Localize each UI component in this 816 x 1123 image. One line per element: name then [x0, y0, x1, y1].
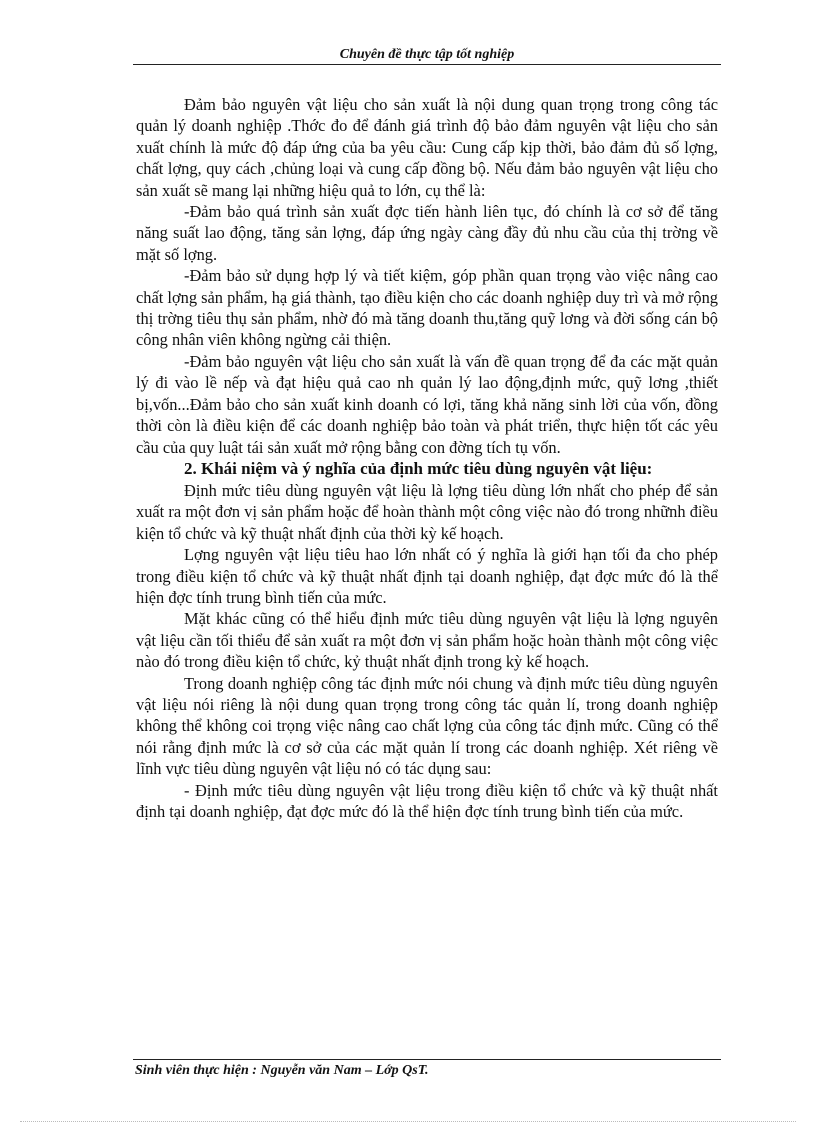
paragraph: -Đảm bảo quá trình sản xuất đợc tiến hành liên tục, đó chính là cơ sở để tăng năng suất lao động, tăng sản lợng, đáp ứng ngày càng đầy đủ nhu cầu của thị trờng về mặt số lợng.	[136, 202, 718, 264]
page-bottom-edge	[20, 1121, 796, 1122]
paragraph: Đảm bảo nguyên vật liệu cho sản xuất là nội dung quan trọng trong công tác quản lý doanh nghiệp .Thớc đo để đánh giá trình độ bảo đảm nguyên vật liệu cho sản xuất chính là mức độ đáp ứng của ba yêu cầu: Cung cấp kịp thời, bảo đảm đủ số lợng, chất lợng, quy cách ,chủng loại và cung cấp đồng bộ. Nếu đảm bảo nguyên vật liệu cho sản xuất sẽ mang lại những hiệu quả to lớn, cụ thể là:	[136, 95, 718, 200]
page-footer: Sinh viên thực hiện : Nguyễn văn Nam – Lớp QsT.	[135, 1063, 429, 1078]
paragraph: Trong doanh nghiệp công tác định mức nói chung và định mức tiêu dùng nguyên vật liệu nói riêng là nội dung quan trọng trong công tác quản lí, trong doanh nghiệp không thể không coi trọng việc nâng cao chất lợng của công tác định mức. Cũng có thể nói rằng định mức là cơ sở của các mặt quản lí trong các doanh nghiệp. Xét riêng về lĩnh vực tiêu dùng nguyên vật liệu nó có tác dụng sau:	[136, 673, 718, 779]
paragraph: Định mức tiêu dùng nguyên vật liệu là lợng tiêu dùng lớn nhất cho phép để sản xuất ra một đơn vị sản phẩm hoặc để hoàn thành một công việc nào đó trong nhữnh điều kiện tổ chức và kỹ thuật nhất định của thời kỳ kế hoạch.	[136, 480, 718, 543]
paragraph: Lợng nguyên vật liệu tiêu hao lớn nhất có ý nghĩa là giới hạn tối đa cho phép trong điều kiện tổ chức và kỹ thuật nhất định tại doanh nghiệp, đạt đợc mức đó là thể hiện đợc tính trung bình tiến của mức.	[136, 545, 718, 607]
footer-divider	[133, 1059, 721, 1060]
section-heading: 2. Khái niệm và ý nghĩa của định mức tiêu dùng nguyên vật liệu:	[184, 458, 653, 478]
paragraph: -Đảm bảo nguyên vật liệu cho sản xuất là vấn đề quan trọng để đa các mặt quản lý đi vào lề nếp và đạt hiệu quả cao nh quản lý lao động,định mức, quỹ lơng ,thiết bị,vốn...Đảm bảo cho sản xuất kinh doanh có lợi, tăng khả năng sinh lời của vốn, đồng thời còn là điều kiện để các doanh nghiệp bảo toàn và phát triển, thực hiện tốt các yêu cầu của quy luật tái sản xuất mở rộng bằng con đờng tích tụ vốn.	[136, 351, 718, 457]
paragraph: Mặt khác cũng có thể hiểu định mức tiêu dùng nguyên vật liệu là lợng nguyên vật liệu cần tối thiểu để sản xuất ra một đơn vị sản phẩm hoặc hoàn thành một công việc nào đó trong điều kiện tổ chức, kỷ thuật nhất định trong kỳ kế hoạch.	[136, 609, 718, 672]
page-header: Chuyên đề thực tập tốt nghiệp	[339, 47, 515, 62]
paragraph: - Định mức tiêu dùng nguyên vật liệu trong điều kiện tổ chức và kỹ thuật nhất định tại doanh nghiệp, đạt đợc mức đó là thể hiện đợc tính trung bình tiến của mức.	[136, 780, 718, 821]
paragraph: -Đảm bảo sử dụng hợp lý và tiết kiệm, góp phần quan trọng vào việc nâng cao chất lợng sản phẩm, hạ giá thành, tạo điều kiện cho các doanh nghiệp duy trì và mở rộng thị trờng tiêu thụ sản phẩm, nhờ đó mà tăng doanh thu,tăng quỹ lơng và đời sống cán bộ công nhân viên không ngừng cải thiện.	[136, 266, 718, 350]
header-divider	[133, 64, 721, 65]
document-body	[136, 94, 718, 822]
